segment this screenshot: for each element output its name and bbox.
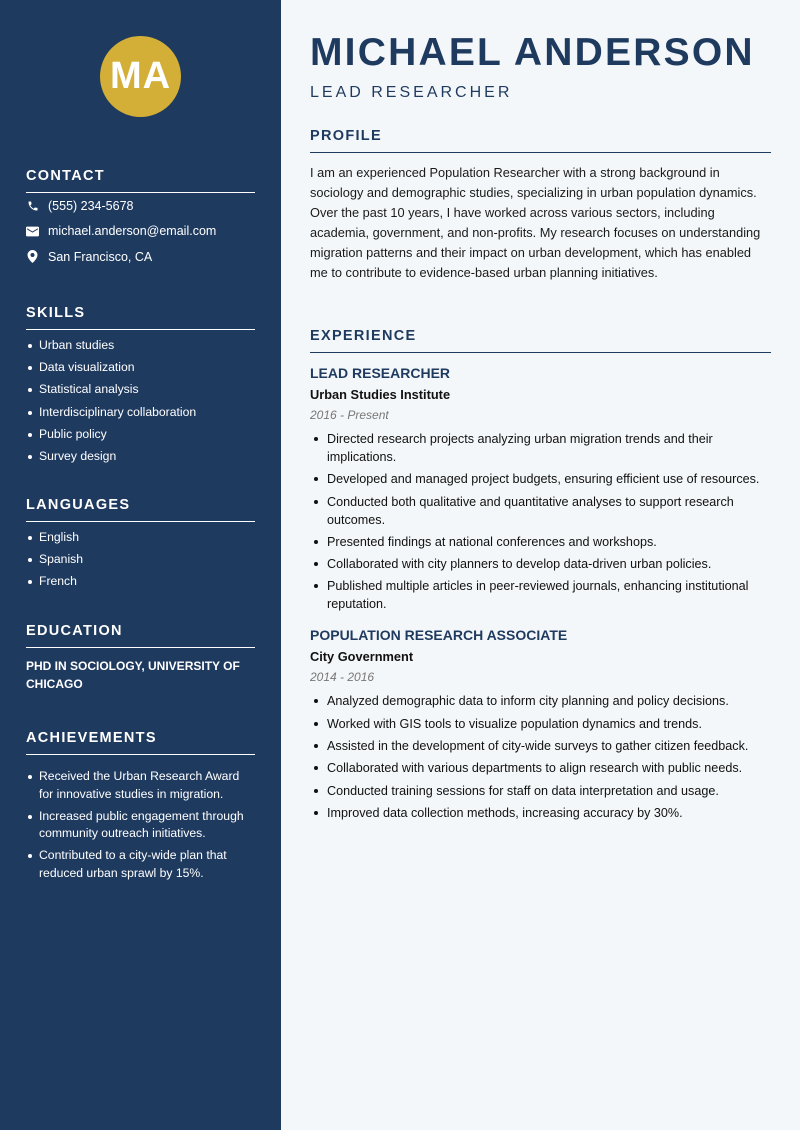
achievements-heading: ACHIEVEMENTS	[26, 730, 255, 755]
list-item: English	[26, 529, 255, 547]
list-item: Data visualization	[26, 359, 255, 377]
list-item: Developed and managed project budgets, ensuring efficient use of resources.	[310, 470, 771, 488]
list-item: Contributed to a city-wide plan that reduced urban sprawl by 15%.	[26, 847, 255, 882]
candidate-name: MICHAEL ANDERSON	[310, 31, 755, 74]
candidate-title: LEAD RESEARCHER	[310, 84, 513, 101]
list-item: Conducted both qualitative and quantitative analyses to support research outcomes.	[310, 493, 771, 529]
job-dates: 2014 - 2016	[310, 670, 375, 685]
phone-icon	[26, 199, 39, 212]
sidebar	[0, 0, 281, 1130]
profile-text: I am an experienced Population Researcher with a strong background in sociology and demographic studies, specializing in urban population dynamics. Over the past 10 years, I have worked across various sectors, including academia, government, and non-profits. My research focuses on understanding migration patterns and their impact on urban development, which has enabled me to contribute to evidence-based urban planning initiatives.	[310, 165, 761, 280]
contact-heading: CONTACT	[26, 168, 255, 193]
job-role: LEAD RESEARCHER	[310, 365, 451, 381]
contact-email-text[interactable]: michael.anderson@email.com	[48, 224, 217, 239]
list-item: Presented findings at national conferences and workshops.	[310, 533, 771, 551]
avatar: MA	[100, 36, 181, 117]
education-degree: PHD IN SOCIOLOGY, UNIVERSITY OF CHICAGO	[26, 659, 240, 691]
education-heading: EDUCATION	[26, 623, 255, 648]
achievements-section	[26, 730, 255, 887]
list-item: Interdisciplinary collaboration	[26, 404, 255, 422]
experience-heading: EXPERIENCE	[310, 328, 771, 353]
list-item: Improved data collection methods, increasing accuracy by 30%.	[310, 804, 771, 822]
list-item: Spanish	[26, 551, 255, 569]
list-item: Public policy	[26, 426, 255, 444]
job-organization: Urban Studies Institute	[310, 387, 451, 402]
job-bullets	[310, 692, 771, 821]
job-entry	[310, 365, 771, 613]
list-item: French	[26, 573, 255, 591]
skills-section	[26, 305, 255, 470]
contact-location-text: San Francisco, CA	[48, 249, 153, 264]
contact-phone	[26, 193, 255, 219]
achievements-list	[26, 768, 255, 882]
contact-location	[26, 244, 255, 270]
list-item: Statistical analysis	[26, 381, 255, 399]
languages-list	[26, 529, 255, 591]
profile-section	[310, 128, 771, 283]
skills-list	[26, 337, 255, 465]
list-item: Analyzed demographic data to inform city planning and policy decisions.	[310, 692, 771, 710]
list-item: Worked with GIS tools to visualize population dynamics and trends.	[310, 715, 771, 733]
job-entry	[310, 627, 771, 821]
list-item: Collaborated with city planners to develop data-driven urban policies.	[310, 555, 771, 573]
education-section	[26, 623, 255, 693]
experience-section	[310, 328, 771, 826]
job-bullets	[310, 430, 771, 613]
profile-heading: PROFILE	[310, 128, 771, 153]
languages-heading: LANGUAGES	[26, 497, 255, 522]
list-item: Survey design	[26, 448, 255, 466]
list-item: Collaborated with various departments to align research with public needs.	[310, 759, 771, 777]
contact-phone-text: (555) 234-5678	[48, 198, 134, 213]
list-item: Directed research projects analyzing urban migration trends and their implications.	[310, 430, 771, 466]
list-item: Urban studies	[26, 337, 255, 355]
job-organization: City Government	[310, 649, 414, 665]
list-item: Published multiple articles in peer-reviewed journals, enhancing institutional reputation.	[310, 577, 771, 613]
contact-section	[26, 168, 255, 270]
languages-section	[26, 497, 255, 596]
list-item: Increased public engagement through community outreach initiatives.	[26, 808, 255, 843]
list-item: Assisted in the development of city-wide surveys to gather citizen feedback.	[310, 737, 771, 755]
location-pin-icon	[26, 250, 39, 263]
skills-heading: SKILLS	[26, 305, 255, 330]
list-item: Conducted training sessions for staff on data interpretation and usage.	[310, 782, 771, 800]
list-item: Received the Urban Research Award for innovative studies in migration.	[26, 768, 255, 803]
contact-email	[26, 219, 255, 245]
mail-icon	[26, 225, 39, 238]
job-role: POPULATION RESEARCH ASSOCIATE	[310, 627, 568, 644]
job-dates: 2016 - Present	[310, 408, 389, 422]
